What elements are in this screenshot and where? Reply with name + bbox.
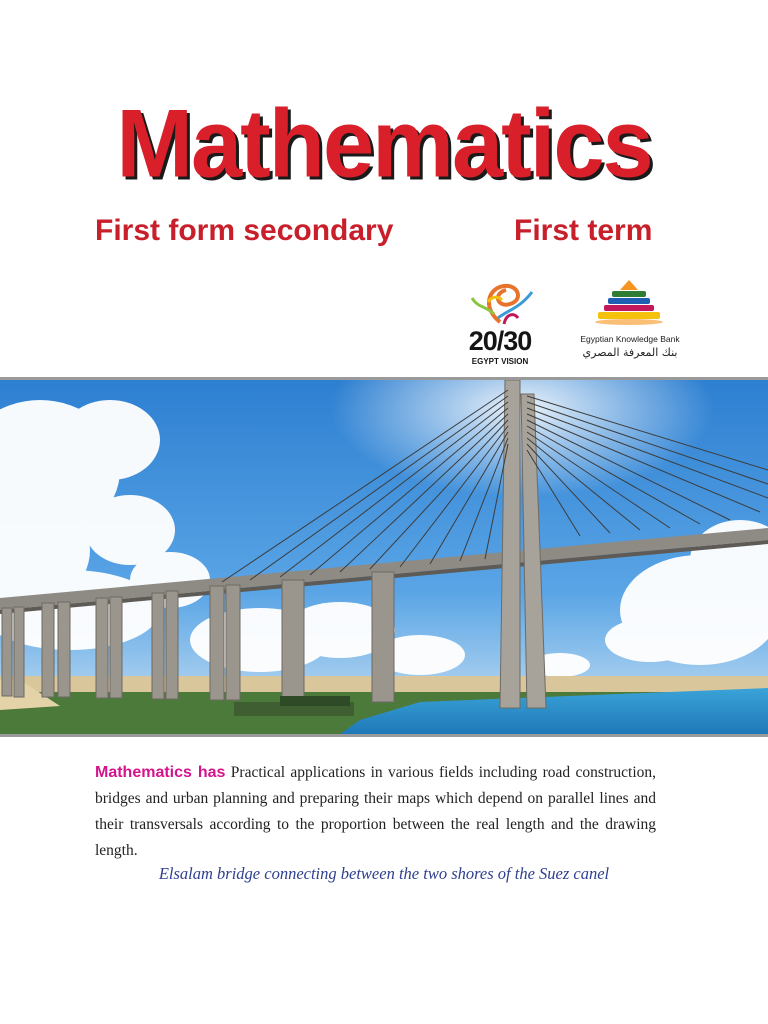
grade-label: First form secondary (95, 214, 394, 247)
book-title: Mathematics (116, 90, 652, 198)
description-lead: Mathematics has (95, 764, 226, 781)
term-label: First term (514, 214, 653, 247)
egypt-vision-2030-logo (448, 278, 552, 368)
vision-number: 20/30 (468, 326, 532, 356)
vision-ribbon-icon (448, 278, 552, 328)
stacked-books-icon (568, 278, 690, 330)
knowledge-bank-logo (568, 278, 690, 368)
description-paragraph (95, 760, 656, 864)
photo-caption: Elsalam bridge connecting between the two shores of the Suez canel (158, 864, 610, 883)
description-text: Practical applications in various fields including road construction, bridges and urban planning and preparing their maps which depend on parallel lines and their transversals according to the proportion between the real length and the drawing length. (95, 764, 657, 859)
knowledge-bank-name-ar: بنك المعرفة المصري (582, 346, 678, 359)
bridge-photo (0, 377, 768, 737)
knowledge-bank-name-en: Egyptian Knowledge Bank (580, 334, 680, 344)
vision-caption: EGYPT VISION (471, 357, 529, 366)
